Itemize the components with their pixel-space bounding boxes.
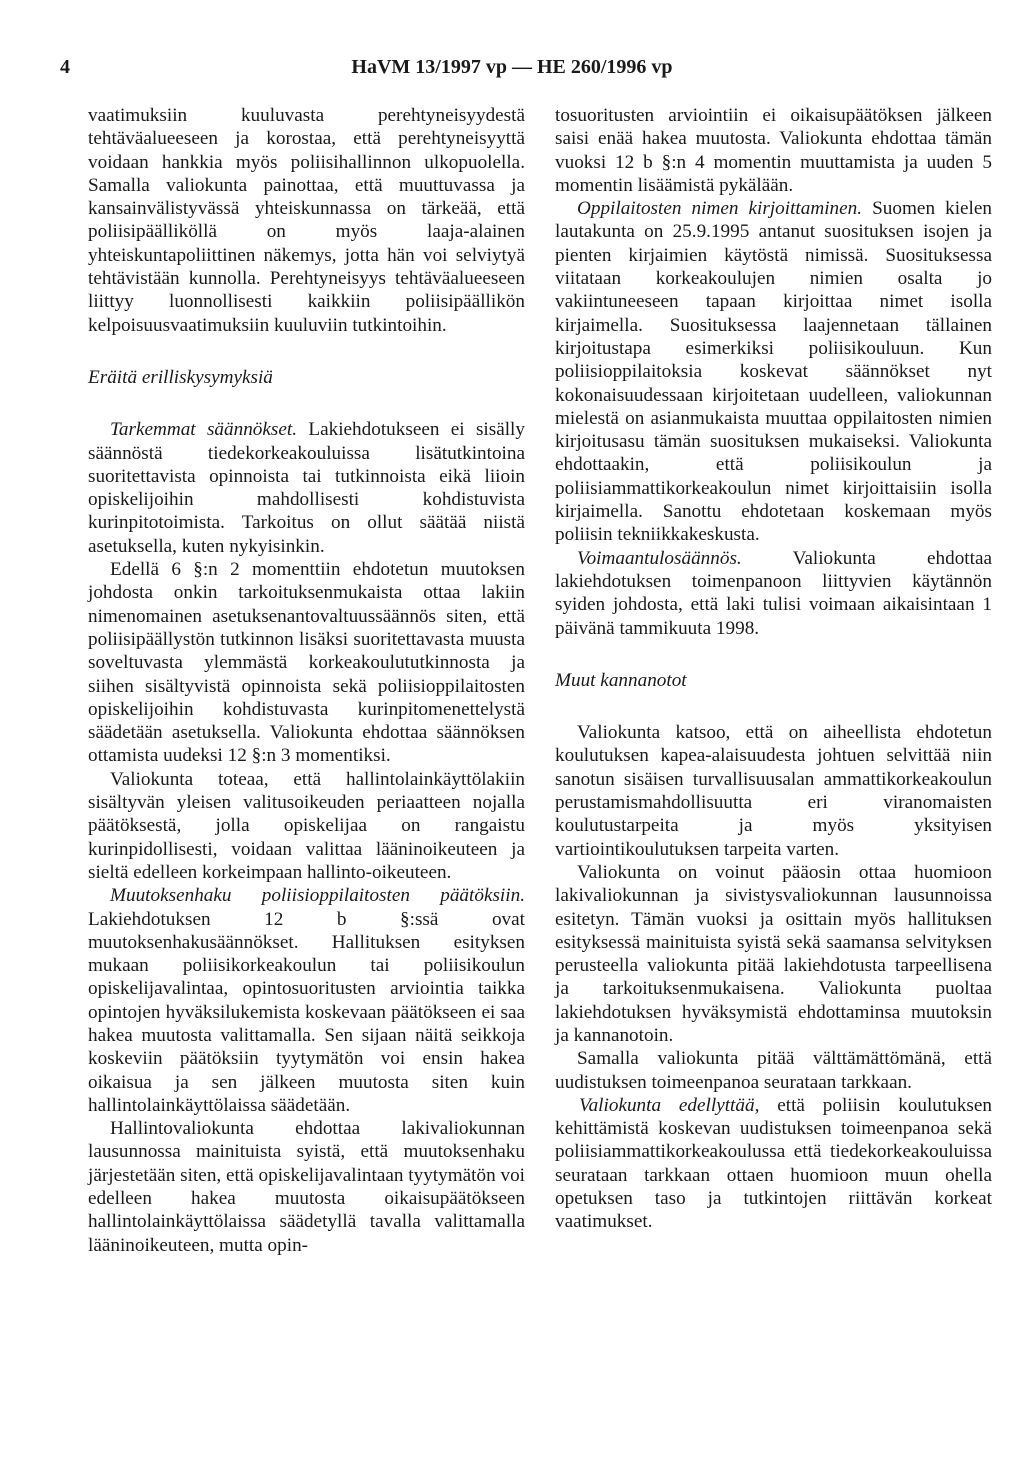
paragraph-text: Lakiehdotukseen ei sisälly säännöstä tiedekorkeakouluissa lisätutkintoina suoritettavista opinnoista tai tutkinnoista eikä liioin opiskelijoihin mahdollisesti kohdistuvista kurinpitotoimista. Tarkoitus on ollut säätää niistä asetuksella, kuten nykyisinkin.: [88, 419, 525, 557]
paragraph: Valiokunta katsoo, että on aiheellista ehdotetun koulutuksen kapea-alaisuudesta johtuen selvittää niin sanotun sisäisen turvallisuusalan ammattikorkeakoulun perustamismahdollisuutta eri viranomaisten koulutustarpeita ja myös yksityisen vartiointikoulutuksen tarpeita varten.: [555, 722, 992, 860]
right-column: [555, 104, 992, 1234]
paragraph: vaatimuksiin kuuluvasta perehtyneisyydestä tehtäväalueeseen ja korostaa, että perehtyneisyyttä voidaan hankkia myös poliisihallinnon ulkopuolella. Samalla valiokunta painottaa, että muuttuvassa ja kansainvälistyvässä yhteiskunnassa on tärkeää, että poliisipäälliköllä on myös laaja-alainen yhteiskuntapoliittinen näkemys, jotta hän voi selviytyä tehtävistään kunnolla. Perehtyneisyys tehtäväalueeseen liittyy luonnollisesti kaikkiin poliisipäällikön kelpoisuusvaatimuksiin kuuluviin tutkintoihin.: [88, 105, 525, 336]
paragraph-label: Tarkemmat säännökset.: [110, 419, 298, 441]
paragraph: [88, 884, 525, 1117]
paragraph: [88, 418, 525, 558]
page-number: 4: [60, 56, 70, 78]
paragraph-text: Suomen kielen lautakunta on 25.9.1995 antanut suosituksen isojen ja pienten kirjaimien käytöstä nimissä. Suosituksessa viitataan korkeakoulujen nimien osalta jo vakiintuneeseen tapaan kirjoittaa nimet isolla kirjaimella. Suosituksessa laajennetaan tällainen kirjoitustapa esimerkiksi poliisikouluun. Kun poliisioppilaitoksia koskevat säännökset nyt kokonaisuudessaan kirjoitetaan uudelleen, valiokunnan mielestä on asianmukaista muuttaa oppilaitosten nimien kirjoitusasu tämän suosituksen mukaiseksi. Valiokunta ehdottaakin, että poliisikoulun ja poliisiammattikorkeakoulun nimet kirjoittaisiin isolla kirjaimella. Sanottu ehdotetaan koskemaan myös poliisin tekniikkakeskusta.: [555, 198, 993, 546]
paragraph-text: että poliisin koulutuksen kehittämistä koskevan uudistuksen toimeenpanoa sekä poliisiammattikorkeakoulussa että tiedekorkeakouluissa seurataan tarkkaan ottaen huomioon muun ohella opetuksen taso ja tutkintojen riittävän korkeat vaatimukset.: [555, 1094, 992, 1233]
section-heading: Muut kannanotot: [555, 669, 687, 691]
page-header: [0, 52, 1024, 82]
paragraph: Edellä 6 §:n 2 momenttiin ehdotetun muutoksen johdosta onkin tarkoituksenmukaista ottaa lakiin nimenomainen asetuksenantovaltuussäännös siten, että poliisipäällystön tutkinnon lisäksi suoritettavasta muusta soveltuvasta ylemmästä korkeakoulututkinnosta ja siihen sisältyvistä opinnoista sekä poliisioppilaitosten opiskelijoihin kohdistuvasta kurinpitomenettelystä säädetään asetuksella. Valiokunta ehdottaa säännöksen ottamista uudeksi 12 §:n 3 momentiksi.: [88, 559, 525, 767]
running-title: HaVM 13/1997 vp — HE 260/1996 vp: [351, 56, 673, 78]
paragraph: [555, 197, 992, 546]
paragraph: tosuoritusten arviointiin ei oikaisupäätöksen jälkeen saisi enää hakea muutosta. Valiokunta ehdottaa tämän vuoksi 12 b §:n 4 momentin muuttamista ja uuden 5 momentin lisäämistä pykälään.: [555, 105, 992, 196]
paragraph: [555, 547, 992, 640]
conclusion-statement: [555, 1094, 992, 1234]
paragraph: Samalla valiokunta pitää välttämättömänä, että uudistuksen toimeenpanoa seurataan tarkkaan.: [555, 1048, 992, 1093]
paragraph-label: Oppilaitosten nimen kirjoittaminen.: [577, 198, 863, 220]
paragraph: Valiokunta on voinut pääosin ottaa huomioon lakivaliokunnan ja sivistysvaliokunnan lausunnoissa esitetyn. Tämän vuoksi ja osittain myös hallituksen esityksessä mainituista syistä sekä saamansa selvityksen perusteella valiokunta pitää lakiehdotusta tarpeellisena ja tarkoituksenmukaisena. Valiokunta puoltaa lakiehdotuksen hyväksymistä ehdottaminsa muutoksin ja kannanotoin.: [555, 861, 992, 1046]
paragraph-label: Valiokunta edellyttää,: [579, 1094, 760, 1116]
paragraph-text: Valiokunta ehdottaa lakiehdotuksen toimenpanoon liittyvien käytännön syiden johdosta, että laki tulisi voimaan aikaisintaan 1 päivänä tammikuuta 1998.: [555, 547, 992, 639]
paragraph-label: Voimaantulosäännös.: [577, 547, 742, 569]
paragraph: Valiokunta toteaa, että hallintolainkäyttölakiin sisältyvän yleisen valitusoikeuden periaatteen nojalla päätöksestä, jolla opiskelijaa on rangaistu kurinpidollisesti, voidaan valittaa lääninoikeuteen ja sieltä edelleen korkeimpaan hallinto-oikeuteen.: [88, 768, 525, 883]
paragraph-label: Muutoksenhaku poliisioppilaitosten päätöksiin.: [110, 885, 525, 907]
section-heading: Eräitä erilliskysymyksiä: [88, 366, 273, 388]
left-column: [88, 104, 525, 1257]
paragraph: Hallintovaliokunta ehdottaa lakivaliokunnan lausunnossa mainituista syistä, että muutoksenhaku järjestetään siten, että opiskelijavalintaan tyytymätön voi edelleen hakea muutosta oikaisupäätökseen hallintolainkäyttölaissa säädetyllä tavalla valittamalla lääninoikeuteen, mutta opin-: [88, 1118, 525, 1256]
paragraph-text: Lakiehdotuksen 12 b §:ssä ovat muutoksenhakusäännökset. Hallituksen esityksen mukaan poliisikorkeakoulun tai poliisikoulun opiskelijavalintaa, opintosuoritusten arviointia taikka opintojen hyväksilukemista koskevaan päätökseen ei saa hakea muutosta valittamalla. Sen sijaan näitä seikkoja koskeviin päätöksiin tyytymätön voi ensin hakea oikaisua ja sen jälkeen muutosta siten kuin hallintolainkäyttölaissa säädetään.: [88, 908, 525, 1116]
